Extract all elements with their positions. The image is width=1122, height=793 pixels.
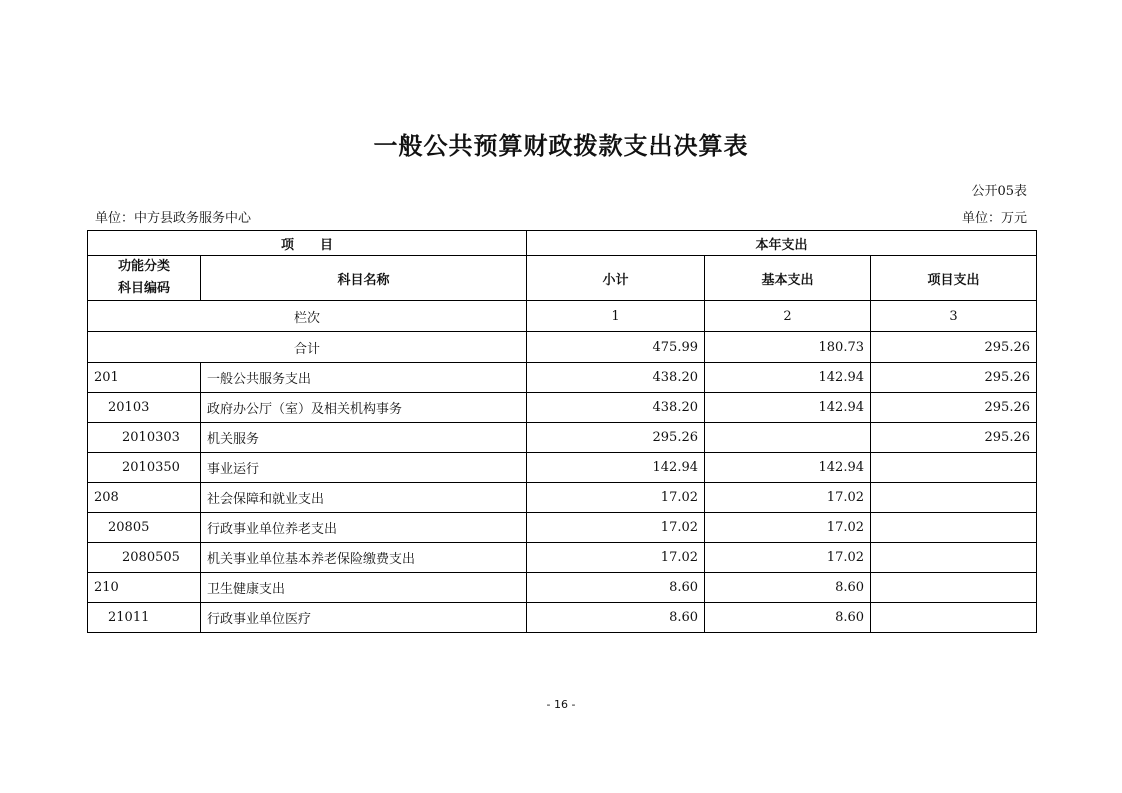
row-subtotal: 142.94: [527, 453, 705, 483]
row-code: 201: [88, 363, 201, 393]
column-number-row: [88, 301, 1037, 332]
row-subtotal: 295.26: [527, 423, 705, 453]
currency-unit: 单位：万元: [961, 211, 1027, 226]
row-basic: 142.94: [705, 363, 871, 393]
row-subtotal: 438.20: [527, 393, 705, 423]
table-row: [88, 543, 1037, 573]
row-code: 20103: [88, 393, 201, 423]
row-project: [871, 453, 1037, 483]
column-2: 2: [705, 301, 871, 332]
row-code: 2010303: [88, 423, 201, 453]
row-name: 卫生健康支出: [201, 573, 527, 603]
row-project: [871, 513, 1037, 543]
row-subtotal: 17.02: [527, 543, 705, 573]
column-label: 栏次: [88, 301, 527, 332]
row-code: 210: [88, 573, 201, 603]
row-code: 21011: [88, 603, 201, 633]
table-row: [88, 393, 1037, 423]
row-project: 295.26: [871, 423, 1037, 453]
header-row-2: [88, 256, 1037, 301]
row-name: 一般公共服务支出: [201, 363, 527, 393]
row-subtotal: 8.60: [527, 603, 705, 633]
row-basic: [705, 423, 871, 453]
row-project: 295.26: [871, 363, 1037, 393]
row-basic: 17.02: [705, 483, 871, 513]
page-number: - 16 -: [546, 698, 576, 711]
row-name: 机关事业单位基本养老保险缴费支出: [201, 543, 527, 573]
header-project-expense: 项目支出: [871, 256, 1037, 301]
table-row: [88, 483, 1037, 513]
row-basic: 17.02: [705, 543, 871, 573]
row-name: 事业运行: [201, 453, 527, 483]
column-1: 1: [527, 301, 705, 332]
row-project: [871, 573, 1037, 603]
column-3: 3: [871, 301, 1037, 332]
row-name: 机关服务: [201, 423, 527, 453]
table-row: [88, 363, 1037, 393]
header-code: 功能分类 科目编码: [88, 256, 201, 301]
row-subtotal: 17.02: [527, 483, 705, 513]
organization-unit: 单位：中方县政务服务中心: [95, 211, 252, 226]
row-name: 社会保障和就业支出: [201, 483, 527, 513]
header-basic: 基本支出: [705, 256, 871, 301]
table-row: [88, 513, 1037, 543]
table-row: [88, 603, 1037, 633]
header-current-year: 本年支出: [527, 231, 1037, 256]
total-project: 295.26: [871, 332, 1037, 363]
row-name: 行政事业单位医疗: [201, 603, 527, 633]
row-basic: 17.02: [705, 513, 871, 543]
total-row: [88, 332, 1037, 363]
table-row: [88, 573, 1037, 603]
row-project: [871, 483, 1037, 513]
header-name: 科目名称: [201, 256, 527, 301]
header-project: 项 目: [88, 231, 527, 256]
total-label: 合计: [88, 332, 527, 363]
table-row: [88, 423, 1037, 453]
row-code: 208: [88, 483, 201, 513]
header-subtotal: 小计: [527, 256, 705, 301]
row-basic: 142.94: [705, 393, 871, 423]
row-subtotal: 17.02: [527, 513, 705, 543]
row-basic: 142.94: [705, 453, 871, 483]
expenditure-table: [87, 230, 1037, 633]
total-subtotal: 475.99: [527, 332, 705, 363]
row-code: 2010350: [88, 453, 201, 483]
row-basic: 8.60: [705, 603, 871, 633]
row-name: 政府办公厅（室）及相关机构事务: [201, 393, 527, 423]
total-basic: 180.73: [705, 332, 871, 363]
table-row: [88, 453, 1037, 483]
row-subtotal: 8.60: [527, 573, 705, 603]
row-subtotal: 438.20: [527, 363, 705, 393]
header-row-1: [88, 231, 1037, 256]
row-code: 20805: [88, 513, 201, 543]
row-project: 295.26: [871, 393, 1037, 423]
row-name: 行政事业单位养老支出: [201, 513, 527, 543]
row-code: 2080505: [88, 543, 201, 573]
row-basic: 8.60: [705, 573, 871, 603]
row-project: [871, 543, 1037, 573]
page-title: 一般公共预算财政拨款支出决算表: [373, 132, 749, 160]
form-number: 公开05表: [971, 184, 1027, 199]
row-project: [871, 603, 1037, 633]
